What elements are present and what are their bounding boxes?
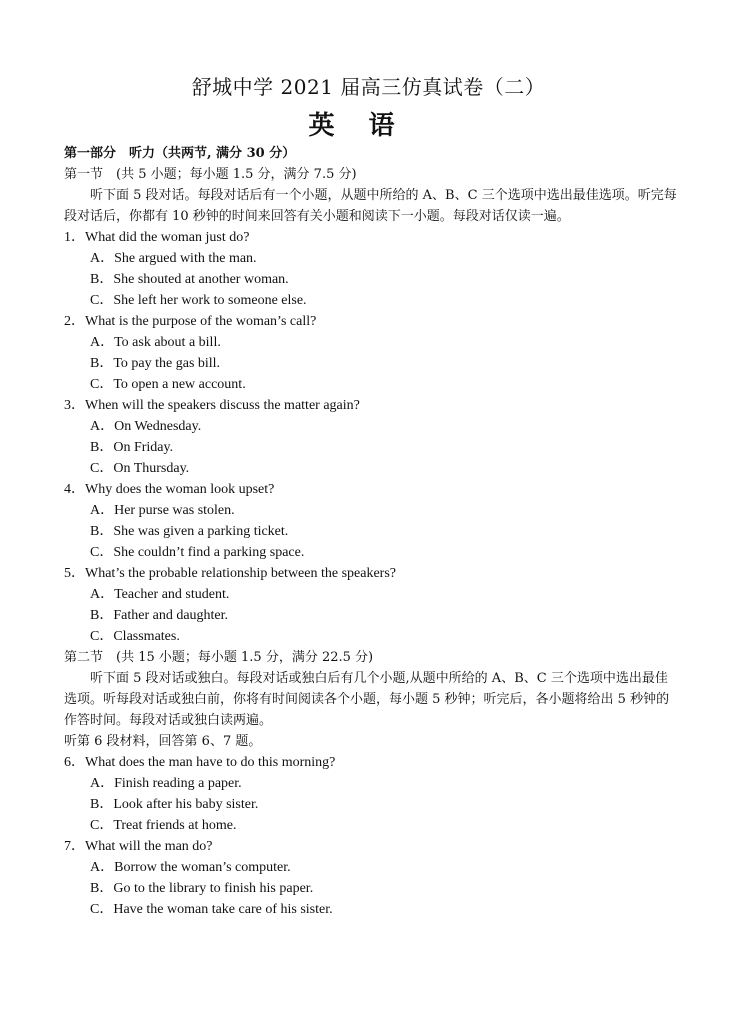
q1-option-c: C．She left her work to someone else. xyxy=(90,293,307,308)
q7-option-b: B．Go to the library to finish his paper. xyxy=(90,881,314,896)
q6-option-c: C．Treat friends at home. xyxy=(90,818,237,833)
q2-option-c: C．To open a new account. xyxy=(90,377,246,392)
section2-instructions: 听下面 5 段对话或独白。每段对话或独白后有几个小题,从题中所给的 A、B、C 三个选项中选出最佳选项。听每段对话或独白前，你将有时间阅读各个小题，每小题 5 秒钟；听完后，各小题将给出 5 秒钟的作答时间。每段对话或独白读两遍。 xyxy=(64,671,670,728)
question-1: 1．What did the woman just do? xyxy=(64,230,250,245)
q7-option-c: C．Have the woman take care of his sister. xyxy=(90,902,333,917)
material-note: 听第 6 段材料，回答第 6、7 题。 xyxy=(64,734,262,749)
question-4: 4．Why does the woman look upset? xyxy=(64,482,275,497)
q4-option-a: A．Her purse was stolen. xyxy=(90,503,235,518)
q2-option-a: A．To ask about a bill. xyxy=(90,335,221,350)
q6-option-a: A．Finish reading a paper. xyxy=(90,776,242,791)
q3-option-b: B．On Friday. xyxy=(90,440,174,455)
q6-option-b: B．Look after his baby sister. xyxy=(90,797,259,812)
q1-option-a: A．She argued with the man. xyxy=(90,251,257,266)
q5-option-c: C．Classmates. xyxy=(90,629,180,644)
q5-option-a: A．Teacher and student. xyxy=(90,587,230,602)
section1-heading: 第一节 (共 5 小题；每小题 1.5 分，满分 7.5 分) xyxy=(64,167,357,182)
q4-option-c: C．She couldn’t find a parking space. xyxy=(90,545,305,560)
question-3: 3．When will the speakers discuss the matter again? xyxy=(64,398,360,413)
section2-heading: 第二节 (共 15 小题；每小题 1.5 分，满分 22.5 分) xyxy=(64,650,374,665)
q3-option-a: A．On Wednesday. xyxy=(90,419,202,434)
exam-title: 舒城中学 2021 届高三仿真试卷（二） xyxy=(191,75,546,99)
section1-instructions: 听下面 5 段对话。每段对话后有一个小题，从题中所给的 A、B、C 三个选项中选出最佳选项。听完每段对话后，你都有 10 秒钟的时间来回答有关小题和阅读下一小题。每段对话仅读一遍。 xyxy=(64,188,677,224)
exam-body xyxy=(64,143,677,920)
q7-option-a: A．Borrow the woman’s computer. xyxy=(90,860,291,875)
part1-heading: 第一部分 听力（共两节, 满分 30 分） xyxy=(64,146,296,161)
subject-title: 英语 xyxy=(308,111,429,141)
question-7: 7．What will the man do? xyxy=(64,839,213,854)
q3-option-c: C．On Thursday. xyxy=(90,461,190,476)
question-2: 2．What is the purpose of the woman’s call? xyxy=(64,314,317,329)
question-5: 5．What’s the probable relationship between the speakers? xyxy=(64,566,396,581)
q5-option-b: B．Father and daughter. xyxy=(90,608,229,623)
q4-option-b: B．She was given a parking ticket. xyxy=(90,524,289,539)
question-6: 6．What does the man have to do this morning? xyxy=(64,755,336,770)
q1-option-b: B．She shouted at another woman. xyxy=(90,272,289,287)
q2-option-b: B．To pay the gas bill. xyxy=(90,356,221,371)
